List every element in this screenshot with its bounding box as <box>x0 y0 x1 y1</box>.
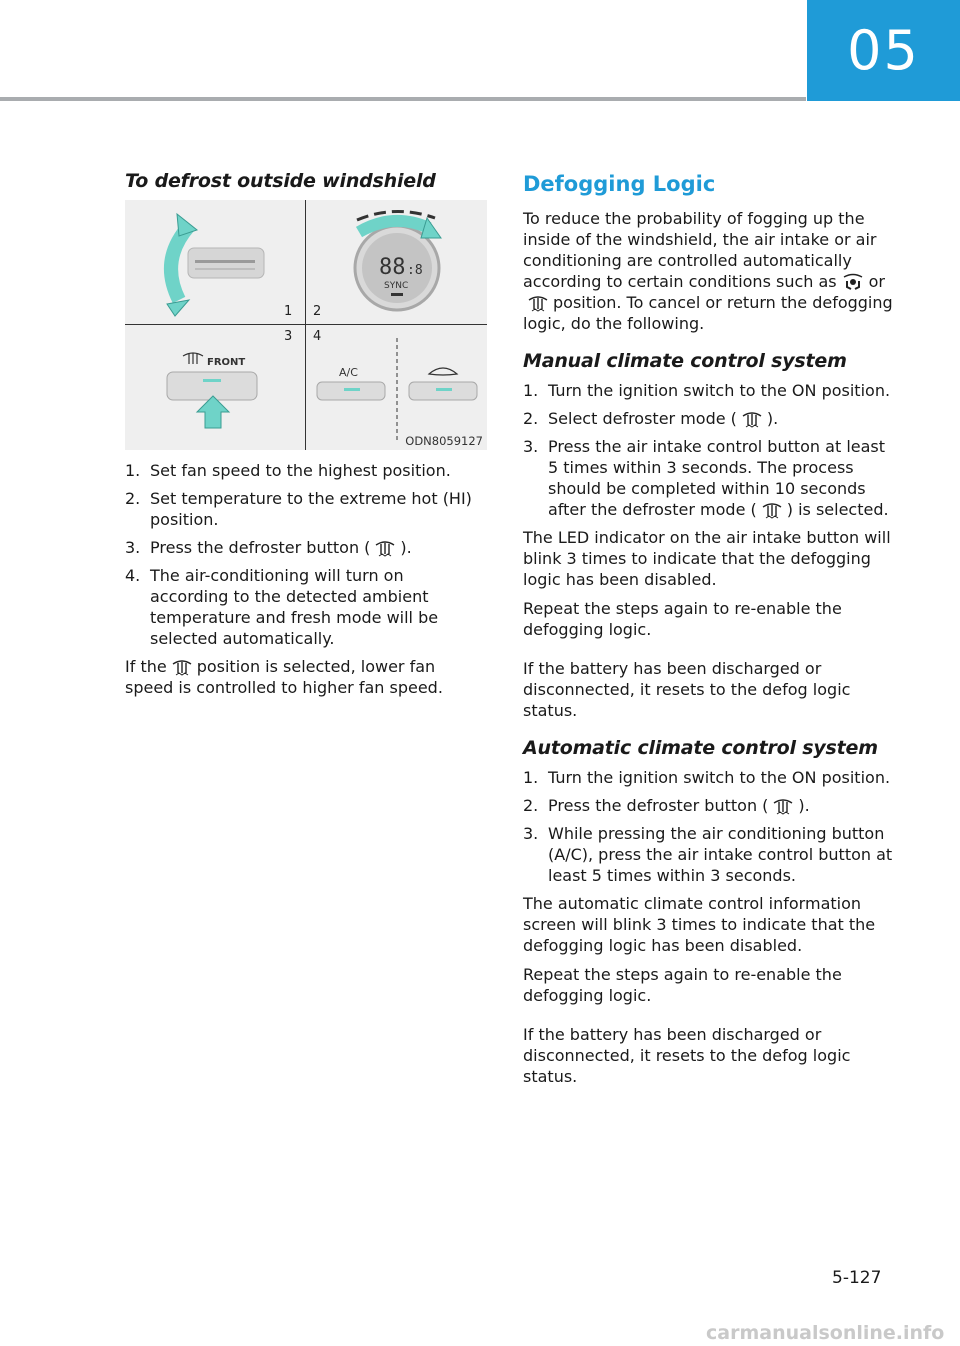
figure-label-3: 3 <box>284 329 293 344</box>
chapter-number: 05 <box>847 19 920 82</box>
defrost-note: If the position is selected, lower fan speed is controlled to higher fan speed. <box>125 657 443 697</box>
list-item: 1. Turn the ignition switch to the ON position. <box>523 768 891 787</box>
floor-defrost-icon <box>841 273 865 291</box>
defogging-title: Defogging Logic <box>523 172 716 196</box>
sync-label: SYNC <box>384 281 409 291</box>
manual-paragraph: Repeat the steps again to re-enable the defogging logic. <box>523 599 842 639</box>
defrost-figure <box>125 200 487 450</box>
defrost-heading: To defrost outside windshield <box>125 170 436 192</box>
list-item: 3. Press the defroster button ( ). <box>125 538 412 557</box>
figure-divider-horizontal <box>125 324 487 325</box>
page-number: 5-127 <box>832 1268 882 1288</box>
automatic-paragraph: If the battery has been discharged or disconnected, it resets to the defog logic status. <box>523 1025 851 1086</box>
temperature-panel <box>355 211 441 310</box>
front-label: FRONT <box>207 357 246 368</box>
list-item: 3. Press the air intake control button at least 5 times within 3 seconds. The process should be completed within 10 seconds after the defroster mode ( ) is selected. <box>523 437 889 519</box>
manual-paragraph: If the battery has been discharged or disconnected, it resets to the defog logic status. <box>523 659 851 720</box>
figure-code: ODN8059127 <box>405 434 483 448</box>
list-item: 2. Set temperature to the extreme hot (HI) position. <box>125 489 472 529</box>
figure-divider-vertical <box>305 200 306 450</box>
right-column <box>523 170 893 1095</box>
front-defrost-icon <box>527 294 549 312</box>
automatic-paragraph: Repeat the steps again to re-enable the defogging logic. <box>523 965 842 1005</box>
figure-label-4: 4 <box>313 329 322 344</box>
display-digits: 88 <box>379 255 406 280</box>
display-sub: :8 <box>407 263 423 278</box>
watermark: carmanualsonline.info <box>706 1322 945 1344</box>
ac-recirc-panel <box>317 338 477 440</box>
manual-paragraph: The LED indicator on the air intake button will blink 3 times to indicate that the defogging logic has been disabled. <box>523 528 891 589</box>
list-item: 2. Press the defroster button ( ). <box>523 796 810 815</box>
recirculation-small-icon <box>429 368 457 375</box>
front-defrost-icon <box>772 797 794 815</box>
automatic-paragraph: The automatic climate control information screen will blink 3 times to indicate that the defogging logic has been disabled. <box>523 894 876 955</box>
manual-steps <box>523 380 893 520</box>
front-defrost-small-icon <box>183 353 203 364</box>
list-item: 1. Set fan speed to the highest position. <box>125 461 451 480</box>
figure-illustration <box>125 200 487 450</box>
front-defrost-panel <box>167 353 257 428</box>
figure-label-1: 1 <box>284 304 293 319</box>
list-item: 4. The air-conditioning will turn on according to the detected ambient temperature and fresh mode will be selected automatically. <box>125 566 439 648</box>
front-defrost-icon <box>171 658 193 676</box>
left-column <box>125 170 487 706</box>
front-defrost-icon <box>374 539 396 557</box>
list-item: 1. Turn the ignition switch to the ON position. <box>523 381 891 400</box>
figure-label-2: 2 <box>313 304 322 319</box>
header-rule <box>0 97 806 101</box>
automatic-steps <box>523 767 893 886</box>
ac-label: A/C <box>339 366 358 379</box>
manual-heading: Manual climate control system <box>523 350 847 372</box>
automatic-heading: Automatic climate control system <box>523 737 878 759</box>
chapter-tab <box>807 0 960 101</box>
defogging-intro: To reduce the probability of fogging up the inside of the windshield, the air intake or air conditioning are controlled automatically according to certain conditions such as orposition. To cancel or return the defogging logic, do the following. <box>523 209 893 333</box>
front-defrost-icon <box>741 410 763 428</box>
list-item: 2. Select defroster mode ( ). <box>523 409 779 428</box>
fan-speed-panel <box>167 214 264 316</box>
defrost-steps <box>125 460 487 649</box>
list-item: 3. While pressing the air conditioning button (A/C), press the air intake control button at least 5 times within 3 seconds. <box>523 824 893 885</box>
front-defrost-icon <box>761 501 783 519</box>
